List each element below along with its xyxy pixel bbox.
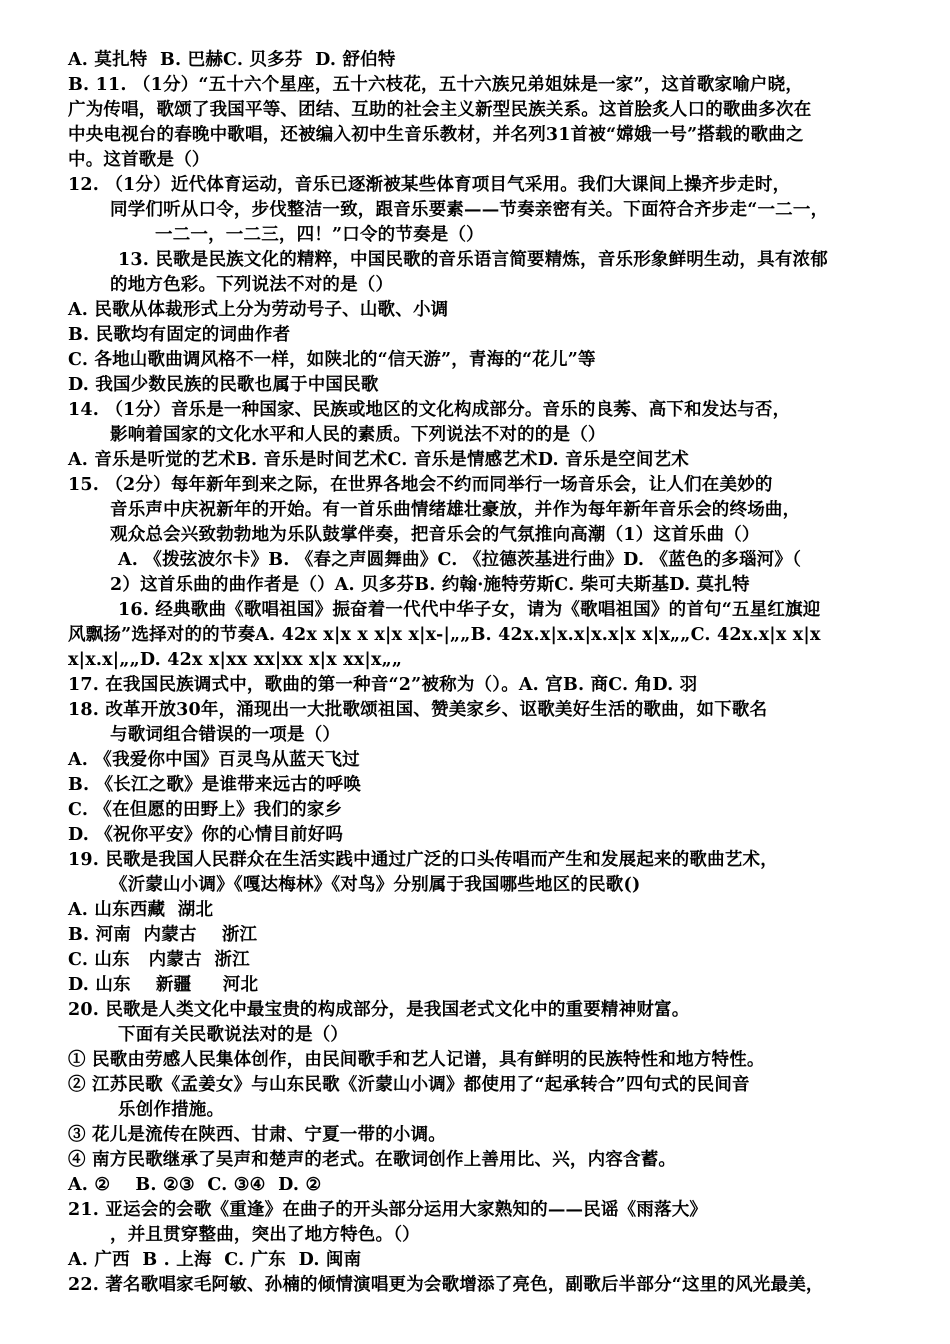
q14-text-line-2: 影响着国家的文化水平和人民的素质。下列说法不对的的是（） — [110, 425, 606, 445]
q13-option-d: D. 我国少数民族的民歌也属于中国民歌 — [68, 375, 379, 395]
q20-statement-3: ③ 花儿是流传在陕西、甘肃、宁夏一带的小调。 — [68, 1125, 446, 1145]
q18-option-d: D. 《祝你平安》你的心情目前好吗 — [68, 825, 344, 845]
q16-text-line-1: 16. 经典歌曲《歌唱祖国》振奋着一代代中华子女，请为《歌唱祖国》的首句“五星红旗迎 — [118, 600, 821, 620]
q15-options-part-2: 2）这首乐曲的曲作者是（）A. 贝多芬B. 约翰·施特劳斯C. 柴可夫斯基D. 莫扎特 — [110, 575, 750, 595]
q20-statement-2: ② 江苏民歌《孟姜女》与山东民歌《沂蒙山小调》都使用了“起承转合”四句式的民间音 — [68, 1075, 750, 1095]
q13-option-b: B. 民歌均有固定的词曲作者 — [68, 325, 291, 345]
q20-text-line-1: 20. 民歌是人类文化中最宝贵的构成部分，是我国老式文化中的重要精神财富。 — [68, 1000, 690, 1020]
q21-text-line-1: 21. 亚运会的会歌《重逢》在曲子的开头部分运用大家熟知的——民谣《雨落大》 — [68, 1200, 708, 1220]
q18-option-a: A. 《我爱你中国》百灵鸟从蓝天飞过 — [68, 750, 360, 770]
q20-statement-4: ④ 南方民歌继承了吴声和楚声的老式。在歌词创作上善用比、兴，内容含蓄。 — [68, 1150, 677, 1170]
q18-text-line-1: 18. 改革开放30年，涌现出一大批歌颂祖国、赞美家乡、讴歌美好生活的歌曲，如下歌名 — [68, 700, 768, 720]
q13-text-line-2: 的地方色彩。下列说法不对的是（） — [110, 275, 394, 295]
q13-option-a: A. 民歌从体裁形式上分为劳动号子、山歌、小调 — [68, 300, 449, 320]
q14-text-line-1: 14. （1分）音乐是一种国家、民族或地区的文化构成部分。音乐的良莠、高下和发达与否， — [68, 400, 791, 420]
q16-text-line-2: 风飘扬”选择对的的节奏A. 42x x|x x x|x x|x-|„„B. 42x.x|x.x|x.x|x x|x„„C. 42x.x|x x|x — [68, 625, 821, 645]
q19-option-d: D. 山东 新疆 河北 — [68, 975, 259, 995]
q16-text-line-3: x|x.x|„„D. 42x x|xx xx|xx x|x xx|x„„ — [68, 650, 403, 670]
q12-text-line-3: 一二一，一二三，四！”口令的节奏是（） — [155, 225, 484, 245]
q12-text-line-2: 同学们听从口令，步伐整洁一致，跟音乐要素——节奏亲密有关。下面符合齐步走“一二一， — [110, 200, 829, 220]
q12-text-line-1: 12. （1分）近代体育运动，音乐已逐渐被某些体育项目气采用。我们大课间上操齐步走时， — [68, 175, 791, 195]
q15-options-part-1: A. 《拨弦波尔卡》B. 《春之声圆舞曲》C. 《拉德茨基进行曲》D. 《蓝色的多瑙河》（ — [118, 550, 802, 570]
q17-text: 17. 在我国民族调式中，歌曲的第一种音“2”被称为（）。A. 宫B. 商C. 角D. 羽 — [68, 675, 698, 695]
q19-text-line-2: 《沂蒙山小调》《嘎达梅林》《对鸟》分别属于我国哪些地区的民歌() — [110, 875, 641, 895]
q11-text-line-1: B. 11. （1分）“五十六个星座，五十六枝花，五十六族兄弟姐妹是一家”，这首歌家喻户晓， — [68, 75, 804, 95]
q19-option-b: B. 河南 内蒙古 浙江 — [68, 925, 258, 945]
q11-text-line-3: 中央电视台的春晚中歌唱，还被编入初中生音乐教材，并名列31首被“嫦娥一号”搭载的歌曲之 — [68, 125, 804, 145]
q20-statement-2-cont: 乐创作措施。 — [118, 1100, 225, 1120]
q18-option-c: C. 《在但愿的田野上》我们的家乡 — [68, 800, 343, 820]
q20-options: A. ② B. ②③ C. ③④ D. ② — [68, 1175, 322, 1195]
q22-text-line-1: 22. 著名歌唱家毛阿敏、孙楠的倾情演唱更为会歌增添了亮色，副歌后半部分“这里的风光最美， — [68, 1275, 824, 1295]
q20-statement-1: ① 民歌由劳感人民集体创作，由民间歌手和艺人记谱，具有鲜明的民族特性和地方特性。 — [68, 1050, 765, 1070]
q21-options: A. 广西 B . 上海 C. 广东 D. 闽南 — [68, 1250, 362, 1270]
q11-text-line-2: 广为传唱，歌颂了我国平等、团结、互助的社会主义新型民族关系。这首脍炙人口的歌曲多次在 — [68, 100, 812, 120]
q19-option-a: A. 山东西藏 湖北 — [68, 900, 214, 920]
q15-text-line-1: 15. （2分）每年新年到来之际，在世界各地会不约而同举行一场音乐会，让人们在美妙的 — [68, 475, 773, 495]
q11-text-line-4: 中。这首歌是（） — [68, 150, 210, 170]
q13-option-c: C. 各地山歌曲调风格不一样，如陕北的“信天游”，青海的“花儿”等 — [68, 350, 596, 370]
q13-text-line-1: 13. 民歌是民族文化的精粹，中国民歌的音乐语言简要精炼，音乐形象鲜明生动，具有浓郁 — [118, 250, 828, 270]
q19-option-c: C. 山东 内蒙古 浙江 — [68, 950, 250, 970]
q15-text-line-3: 观众总会兴致勃勃地为乐队鼓掌伴奏，把音乐会的气氛推向高潮（1）这首乐曲（） — [110, 525, 760, 545]
q20-text-line-2: 下面有关民歌说法对的是（） — [118, 1025, 349, 1045]
q14-options: A. 音乐是听觉的艺术B. 音乐是时间艺术C. 音乐是情感艺术D. 音乐是空间艺术 — [68, 450, 689, 470]
q21-text-line-2: ，并且贯穿整曲，突出了地方特色。（） — [110, 1225, 420, 1245]
q15-text-line-2: 音乐声中庆祝新年的开始。有一首乐曲情绪雄壮豪放，并作为每年新年音乐会的终场曲， — [110, 500, 801, 520]
q18-text-line-2: 与歌词组合错误的一项是（） — [110, 725, 341, 745]
q19-text-line-1: 19. 民歌是我国人民群众在生活实践中通过广泛的口头传唱而产生和发展起来的歌曲艺术， — [68, 850, 778, 870]
q18-option-b: B. 《长江之歌》是谁带来远古的呼唤 — [68, 775, 362, 795]
q10-options: A. 莫扎特 B. 巴赫C. 贝多芬 D. 舒伯特 — [68, 50, 396, 70]
